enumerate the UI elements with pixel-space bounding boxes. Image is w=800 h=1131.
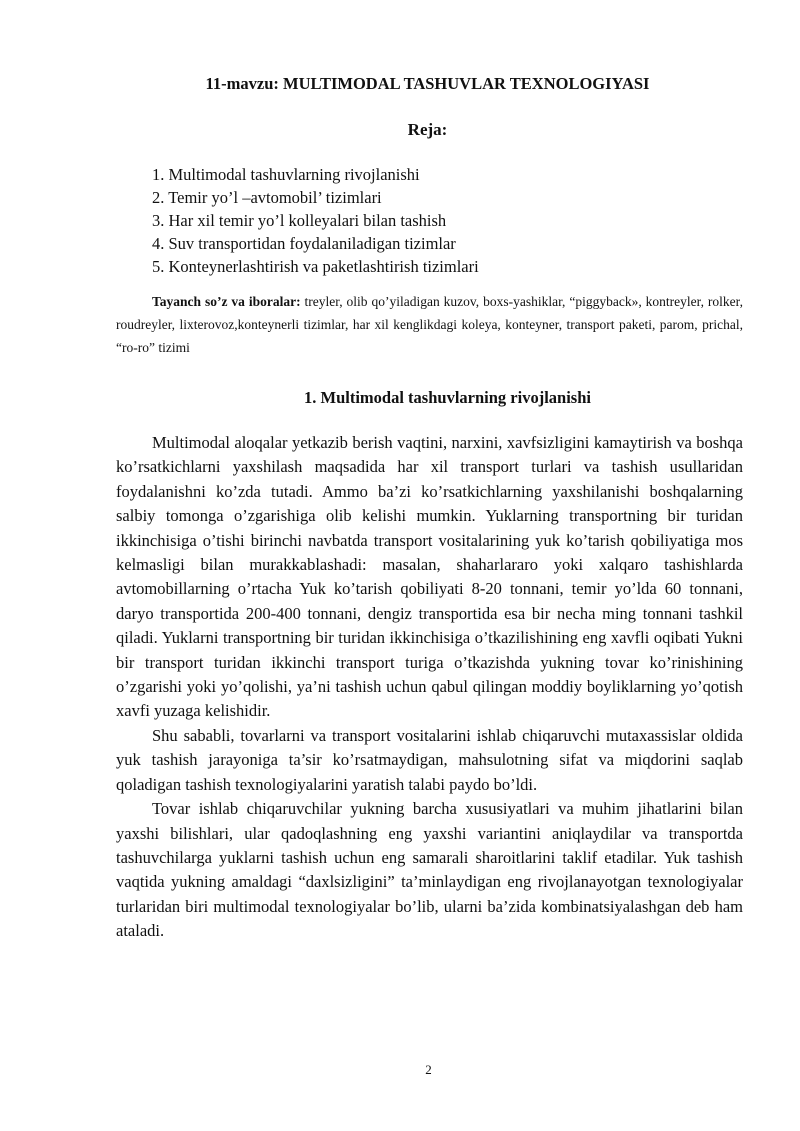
body-paragraph: Tovar ishlab chiqaruvchilar yukning barcha xususiyatlari va muhim jihatlarini bilan yaxshi bilishlari, ular qadoqlashning eng yaxshi variantini aniqlaydilar va transportda tashuvchilarga yuklarni tashish uchun eng samarali sharoitlarini taklif etadilar. Yuk tashish vaqtida yukning amaldagi “daxlsizligini” ta’minlaydigan eng rivojlanayotgan texnologiyalar turlaridan biri multimodal texnologiyalar bo’lib, ularni ba’zida kombinatsiyalashgan deb ham ataladi.: [116, 799, 743, 941]
section-title: 1. Multimodal tashuvlarning rivojlanishi: [304, 388, 591, 407]
plan-list: [152, 163, 479, 278]
body-paragraph: Multimodal aloqalar yetkazib berish vaqtini, narxini, xavfsizligini kamaytirish va boshqa ko’rsatkichlarni yaxshilash maqsadida har xil transport turlari va tashish usullaridan foydalanishni ko’zda tutadi. Ammo ba’zi ko’rsatkichlarning yaxshilanishi boshqalarning salbiy tomonga o’zgarishiga olib kelishi mumkin. Yuklarning transportning bir turidan ikkinchisiga o’tishi birinchi navbatda transport vositalarining yuk ko’tarish qobiliyatiga mos kelmasligi bilan murakkablashadi: masalan, shaharlararo yoki xalqaro tashishlarda avtomobillarning o’rtacha Yuk ko’tarish qobiliyati 8-20 tonnani, temir yo’lda 60 tonnani, daryo transportida 200-400 tonnani, dengiz transportida esa bir necha ming tonnani tashkil qiladi. Yuklarni transportning bir turidan ikkinchisiga o’tkazilishining eng xavfli oqibati Yukni bir transport turidan ikkinchi transport turiga o’tkazishda yukning tovar ko’rinishining o’zgarishi yoki yo’qolishi, ya’ni tashish uchun qabul qilingan moddiy boyliklarning yo’qotish xavfi yuzaga kelishidir.: [116, 433, 743, 721]
keywords-paragraph: [116, 290, 743, 359]
plan-item: 1. Multimodal tashuvlarning rivojlanishi: [152, 165, 420, 184]
plan-item: 2. Temir yo’l –avtomobil’ tizimlari: [152, 188, 382, 207]
plan-item: 5. Konteynerlashtirish va paketlashtirish tizimlari: [152, 257, 479, 276]
body-text: [116, 431, 743, 944]
document-title: 11-mavzu: MULTIMODAL TASHUVLAR TEXNOLOGIYASI: [205, 74, 650, 93]
page-number: 2: [425, 1062, 432, 1077]
keywords-text: treyler, olib qo’yiladigan kuzov, boxs-yashiklar, “piggyback», kontreyler, rolker, roudreyler, lixterovoz,konteynerli tizimlar, har xil kenglikdagi koleya, konteyner, transport paketi, parom, prichal, “ro-ro” tizimi: [116, 294, 743, 355]
plan-heading: Reja:: [407, 120, 448, 139]
keywords-label: Tayanch so’z va iboralar:: [152, 294, 301, 309]
body-paragraph: Shu sababli, tovarlarni va transport vositalarini ishlab chiqaruvchi mutaxassislar oldida yuk tashish jarayoniga ta’sir ko’rsatmaydigan, mahsulotning sifat va miqdorini saqlab qoladigan tashish texnologiyalarini yaratish talabi paydo bo’ldi.: [116, 725, 743, 794]
plan-item: 4. Suv transportidan foydalaniladigan tizimlar: [152, 234, 456, 253]
plan-item: 3. Har xil temir yo’l kolleyalari bilan tashish: [152, 211, 447, 230]
